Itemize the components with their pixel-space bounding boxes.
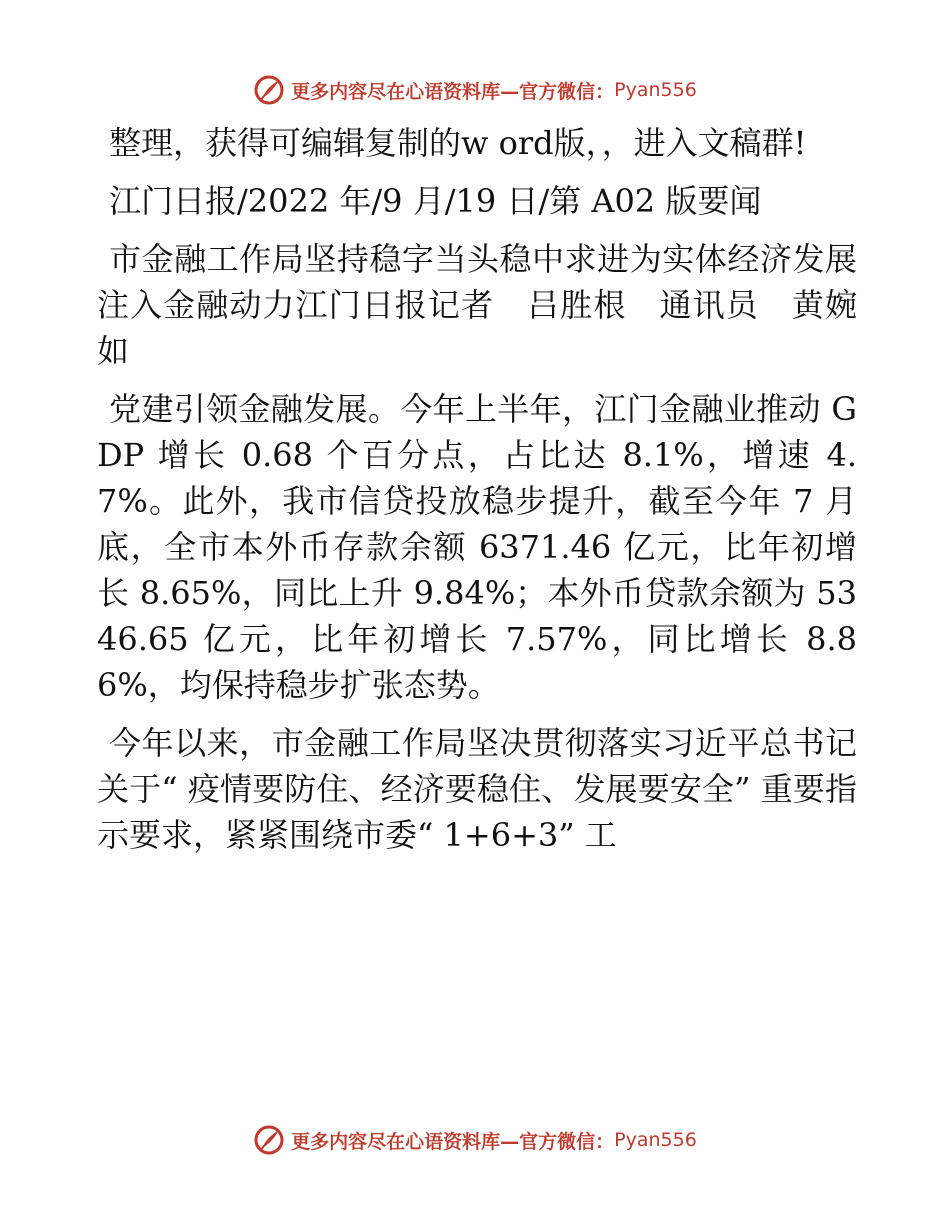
quill-logo-icon [253, 1124, 285, 1156]
document-body [97, 120, 857, 870]
paragraph-intro: 整理，获得可编辑复制的w ord版，，进入文稿群! [109, 124, 807, 162]
paragraph-body-1: 党建引领金融发展。今年上半年，江门金融业推动 GDP 增长 0.68 个百分点，占比达 8.1%，增速 4.7%。此外，我市信贷投放稳步提升，截至今年 7 月底，全市本外币存款余额 6371.46 亿元，比年初增长 8.65%，同比上升 9.84%；本外币贷款余额为 5346.65 亿元，比年初增长 7.57%，同比增长 8.86%，均保持稳步扩张态势。 [97, 390, 857, 704]
paragraph-source-line: 江门日报/2022 年/9 月/19 日/第 A02 版要闻 [109, 182, 762, 220]
header-watermark-banner [0, 70, 950, 110]
banner-text: 更多内容尽在心语资料库—官方微信： [291, 1130, 615, 1153]
banner-contact: Pyan556 [614, 79, 697, 101]
footer-watermark-banner [0, 1120, 950, 1160]
banner-contact: Pyan556 [614, 1129, 697, 1151]
quill-logo-icon [253, 74, 285, 106]
paragraph-body-2: 今年以来，市金融工作局坚决贯彻落实习近平总书记关于“ 疫情要防住、经济要稳住、发展要安全” 重要指示要求，紧紧围绕市委“ 1+6+3” 工 [97, 724, 857, 854]
banner-text: 更多内容尽在心语资料库—官方微信： [291, 80, 615, 103]
paragraph-headline: 市金融工作局坚持稳字当头稳中求进为实体经济发展注入金融动力江门日报记者 吕胜根 通讯员 黄婉如 [97, 240, 857, 370]
